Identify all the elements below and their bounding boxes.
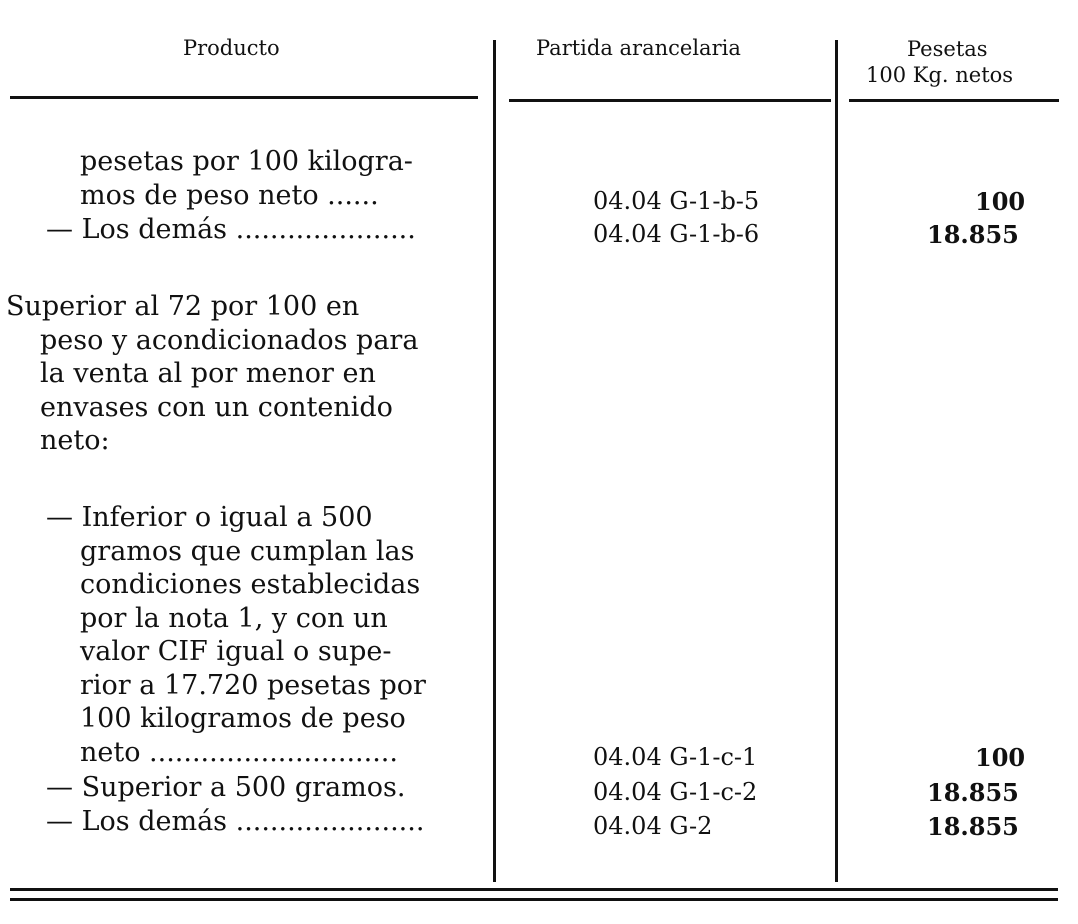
row-4-partida: 04.04 G-1-c-2 (593, 778, 758, 806)
row-3-text-line-0: — Inferior o igual a 500 (46, 502, 373, 533)
header-partida-arancelaria: Partida arancelaria (536, 36, 741, 60)
header-producto: Producto (183, 36, 280, 60)
row-4-text-line-0: — Superior a 500 gramos. (46, 772, 406, 803)
row-3-text-line-4: valor CIF igual o supe- (80, 636, 392, 667)
row-3-text-line-7: neto ............................. (80, 737, 398, 768)
column-separator-2 (835, 40, 838, 882)
row-2-text-line-3: envases con un contenido (40, 392, 393, 423)
row-2-text-line-4: neto: (40, 425, 110, 456)
row-0-pesetas: 100 (975, 187, 1026, 216)
header-pesetas-line2: 100 Kg. netos (866, 63, 1014, 87)
row-3-partida: 04.04 G-1-c-1 (593, 743, 758, 771)
row-0-text-line-0: pesetas por 100 kilogra- (80, 146, 413, 177)
bottom-rule-upper (10, 888, 1058, 891)
row-3-text-line-2: condiciones establecidas (80, 569, 421, 600)
row-1-partida: 04.04 G-1-b-6 (593, 220, 760, 248)
row-3-text-line-3: por la nota 1, y con un (80, 603, 388, 634)
header-rule-partida (509, 99, 831, 102)
bottom-rule-lower (10, 898, 1058, 901)
row-3-pesetas: 100 (975, 743, 1026, 772)
row-3-text-line-6: 100 kilogramos de peso (80, 703, 406, 734)
row-2-text-line-0: Superior al 72 por 100 en (6, 291, 360, 322)
row-5-pesetas: 18.855 (927, 812, 1019, 841)
row-1-text-line-0: — Los demás ..................... (46, 214, 416, 245)
row-3-text-line-1: gramos que cumplan las (80, 536, 415, 567)
row-1-pesetas: 18.855 (927, 220, 1019, 249)
row-0-partida: 04.04 G-1-b-5 (593, 187, 760, 215)
row-2-text-line-1: peso y acondicionados para (40, 325, 419, 356)
row-0-text-line-1: mos de peso neto ...... (80, 180, 379, 211)
header-rule-pesetas (849, 99, 1059, 102)
header-rule-producto (10, 96, 478, 99)
header-pesetas-line1: Pesetas (907, 37, 988, 61)
row-5-text-line-0: — Los demás ...................... (46, 806, 425, 837)
row-4-pesetas: 18.855 (927, 778, 1019, 807)
row-3-text-line-5: rior a 17.720 pesetas por (80, 670, 426, 701)
row-2-text-line-2: la venta al por menor en (40, 358, 376, 389)
column-separator-1 (493, 40, 496, 882)
row-5-partida: 04.04 G-2 (593, 812, 713, 840)
